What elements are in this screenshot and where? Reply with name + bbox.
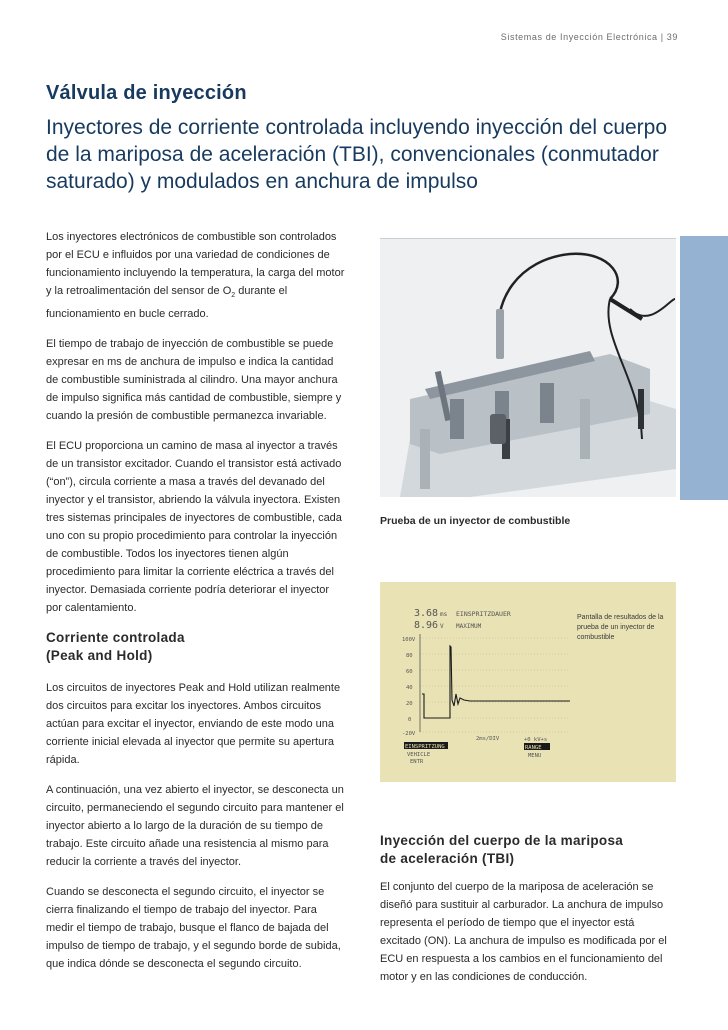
softkey-menu: MENU <box>528 753 542 759</box>
subscript-2: 2 <box>231 292 236 300</box>
paragraph-ecu: El ECU proporciona un camino de masa al inyector a través de un transistor excitador. Cuando el transistor está activado (“on”), circula corriente a masa a través del devanado del inyector y el transistor, abriendo la válvula inyectora. Existen tres sistemas principales de inyectores de combustible, cada uno con su propio procedimiento para controlar la inyección de combustible. Todos los inyectores tienen algún procedimiento para limitar la corriente eléctrica a través del inyector. Demasiada corriente podría deteriorar el inyector por calentamiento. <box>46 440 342 615</box>
section-heading-tbi: Inyección del cuerpo de la mariposa de aceleración (TBI) <box>380 833 624 866</box>
softkey-entr: ENTR <box>410 759 424 765</box>
side-tab <box>680 236 728 500</box>
y-tick-60: 60 <box>406 669 413 675</box>
page-subtitle: Inyectores de corriente controlada incluyendo inyección del cuerpo de la mariposa de aceleración (TBI), convencionales (conmutador saturado) y modulados en anchura de impulso <box>46 116 668 193</box>
y-tick-100: 100V <box>402 637 416 643</box>
section-heading-peak-hold: Corriente controlada (Peak and Hold) <box>46 630 185 664</box>
y-tick-minus-20: -20V <box>402 731 416 737</box>
paragraph-tbi: El conjunto del cuerpo de la mariposa de aceleración se diseñó para sustituir al carburador. La anchura de impulso representa el período de tiempo que el inyector está excitado (ON). La anchura de impulso es modificada por el ECU en respuesta a los cambios en el funcionamiento del motor y en las condiciones de conducción. <box>380 881 667 983</box>
injector-waveform <box>380 582 676 782</box>
readout-voltage-label: MAXIMUM <box>456 623 482 630</box>
y-tick-20: 20 <box>406 701 413 707</box>
oscilloscope-screen <box>380 582 676 782</box>
left-column <box>46 228 346 973</box>
readout-voltage-unit: V <box>440 623 444 630</box>
y-tick-80: 80 <box>406 653 413 659</box>
softkey-range: RANGE <box>525 745 542 751</box>
softkey-kv: +0 kV+s <box>524 737 548 743</box>
paragraph-pulse-width: El tiempo de trabajo de inyección de combustible se puede expresar en ms de anchura de impulso e indica la cantidad de combustible suministrada al cilindro. Una mayor anchura de impulso significa más cantidad de combustible, siempre y cuando la presión de combustible permanezca invariable. <box>46 338 342 423</box>
figure-caption-injector-test: Prueba de un inyector de combustible <box>380 515 571 527</box>
y-tick-40: 40 <box>406 685 413 691</box>
paragraph-peak-hold: Los circuitos de inyectores Peak and Hold utilizan realmente dos circuitos para excitar los inyectores. Ambos circuitos actúan para excitar el inyector, enviando de este modo una corriente inicial elevada al inyector que permite su apertura rápida. <box>46 682 341 767</box>
injector-test-photo <box>380 238 676 497</box>
paragraph-second-circuit: A continuación, una vez abierto el inyector, se desconecta un circuito, permaneciendo el segundo circuito para mantener el inyector abierto a lo largo de la duración de su tiempo de trabajo. Este circuito añade una resistencia al mismo para reducir la corriente a través del inyector. <box>46 784 344 869</box>
time-division-label: 2ms/DIV <box>476 736 500 742</box>
softkey-vehicle: VEHICLE <box>407 752 431 758</box>
paragraph-measure: Cuando se desconecta el segundo circuito, el inyector se cierra finalizando el tiempo de trabajo del inyector. Para medir el tiempo de trabajo, busque el flanco de bajada del impulso de tiempo de trabajo, y el segundo borde de subida, que indica dónde se desconecta el segundo circuito. <box>46 886 341 971</box>
page-title: Válvula de inyección <box>46 82 247 104</box>
readout-duration-unit: ms <box>440 611 448 618</box>
figure-caption-scope: Pantalla de resultados de la prueba de un inyector de combustible <box>577 614 664 641</box>
readout-duration-value: 3.68 <box>414 608 439 619</box>
readout-voltage-value: 8.96 <box>414 620 439 631</box>
injector-test-illustration <box>380 239 676 497</box>
softkey-einspritzung: EINSPRITZUNG <box>405 744 445 750</box>
y-tick-0: 0 <box>408 717 412 723</box>
running-header: Sistemas de Inyección Electrónica | 39 <box>500 32 678 42</box>
readout-duration-label: EINSPRITZDAUER <box>456 610 511 618</box>
paragraph-intro: Los inyectores electrónicos de combustible son controlados por el ECU e influidos por una variedad de condiciones de funcionamiento incluyendo la temperatura, la carga del motor y la retroalimentación del sensor de $O_2$ durante el funcionamiento en bucle cerrado. <box>46 231 345 321</box>
